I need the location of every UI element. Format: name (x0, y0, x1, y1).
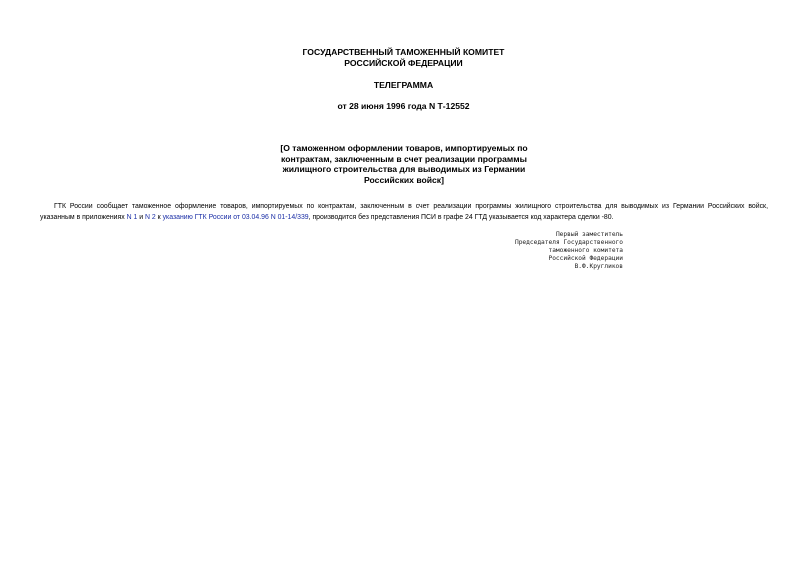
document-title-line1: [О таможенном оформлении товаров, импортируемых по (280, 143, 528, 153)
appendix-n1-link[interactable]: N 1 (126, 213, 138, 221)
document-title-line2: контрактам, заключенным в счет реализации программы (281, 153, 527, 164)
body-text-fragment: и (137, 213, 146, 221)
body-text-fragment: указанным в приложениях (40, 213, 127, 221)
document-type: ТЕЛЕГРАММА (373, 80, 434, 90)
document-body-paragraph (40, 202, 768, 223)
signatory-name: В.Ф.Кругликов (574, 263, 623, 271)
issuing-authority (0, 47, 807, 69)
body-line-2 (40, 213, 768, 224)
signature-block (515, 231, 623, 271)
document-title (268, 143, 540, 185)
issuing-authority-line1: ГОСУДАРСТВЕННЫЙ ТАМОЖЕННЫЙ КОМИТЕТ (302, 47, 505, 57)
referenced-decree-link[interactable]: указанию ГТК России от 03.04.96 N 01-14/339 (162, 213, 309, 221)
issuing-authority-line2: РОССИЙСКОЙ ФЕДЕРАЦИИ (344, 58, 463, 68)
appendix-n2-link[interactable]: N 2 (145, 213, 156, 221)
body-line-1: ГТК России сообщает таможенное оформление товаров, импортируемых по контрактам, заключенным в счет реализации программы жилищного строительства для выводимых из Германии Российских войск, (54, 203, 768, 210)
signature-line4: Российской Федерации (548, 255, 623, 263)
document-title-line4: Российских войск] (364, 174, 444, 185)
signature-line1: Первый заместитель (555, 231, 623, 238)
signature-line3: таможенного комитета (548, 247, 623, 255)
body-text-fragment: , производится без представления ПСИ в графе 24 ГТД указывается код характера сделки -80. (308, 213, 614, 221)
document-title-line3: жилищного строительства для выводимых из Германии (282, 164, 526, 174)
document-date-number: от 28 июня 1996 года N Т-12552 (337, 101, 470, 111)
signature-line2: Председателя Государственного (514, 239, 623, 247)
body-text-fragment: к (155, 213, 163, 221)
